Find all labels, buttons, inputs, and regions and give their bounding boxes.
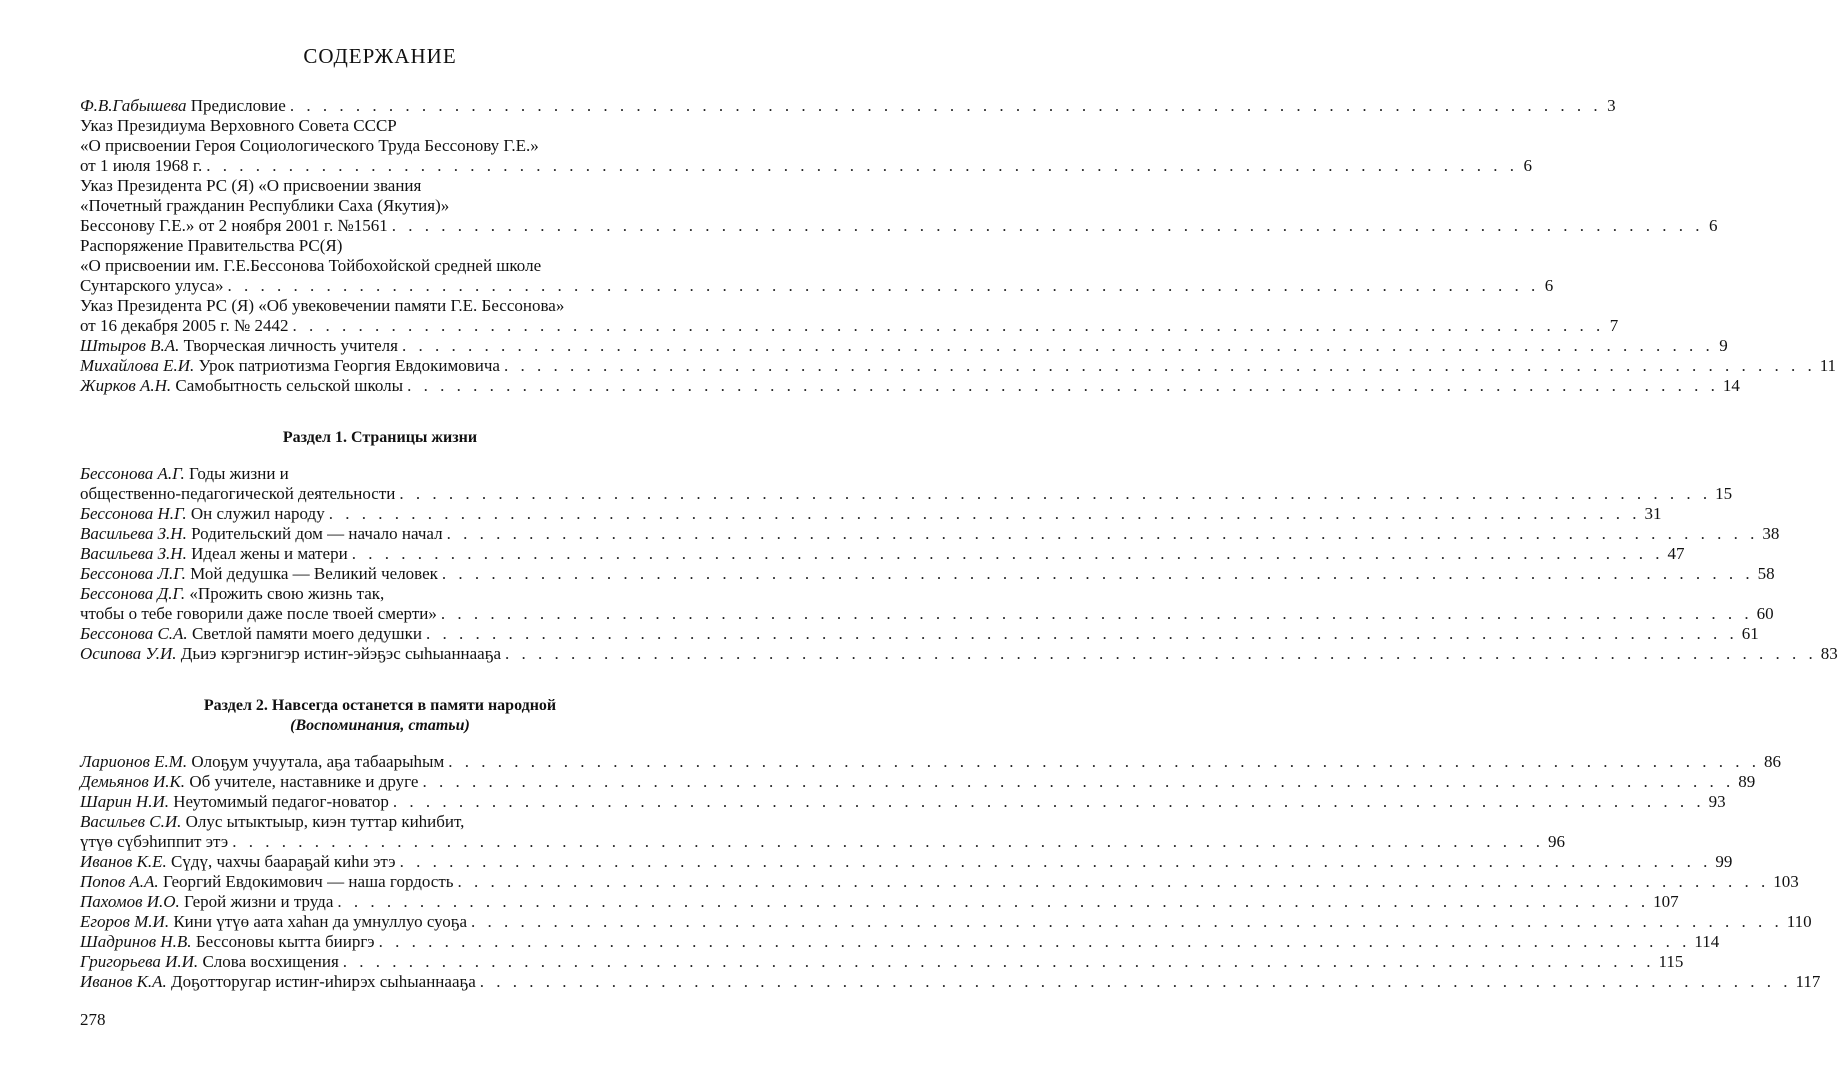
toc-entry-line xyxy=(80,912,1812,932)
toc-author: Бессонова Д.Г. xyxy=(80,584,186,603)
page-number: 278 xyxy=(80,1010,106,1029)
toc-title: Георгий Евдокимович — наша гордость xyxy=(158,872,454,891)
toc-page-number: 6 xyxy=(1708,216,1718,235)
toc-title: Творческая личность учителя xyxy=(179,336,398,355)
toc-entry-line xyxy=(80,196,728,216)
toc-title: Родительский дом — начало начал xyxy=(186,524,443,543)
dot-leader: . . . . . . . . . . . . . . . . . . . . . . . . . . . . . . . . . . . . . . . . . . . . . . . . . . . . . . . . . . . . . . . . . . . . . . . . . . . . . . . . xyxy=(503,356,1816,375)
toc-entry-text-wrap xyxy=(80,932,375,952)
toc-page-number: 6 xyxy=(1523,156,1532,175)
toc-title: Он служил народу xyxy=(186,504,325,523)
toc-entry-line xyxy=(80,752,1781,772)
toc-entry xyxy=(80,464,1733,504)
toc-entry-text-wrap xyxy=(80,504,325,524)
dot-leader: . . . . . . . . . . . . . . . . . . . . . . . . . . . . . . . . . . . . . . . . . . . . . . . . . . . . . . . . . . . . . . . . . . . . . . . . . . . . . . . . xyxy=(399,852,1712,871)
toc-page-number: 114 xyxy=(1694,932,1720,951)
toc-title: Олоҕум учуутала, аҕа табаарыһым xyxy=(187,752,445,771)
toc-entry xyxy=(80,952,1684,972)
dot-leader: . . . . . . . . . . . . . . . . . . . . . . . . . . . . . . . . . . . . . . . . . . . . . . . . . . . . . . . . . . . . . . . . . . . . . . . . . . . . . . . . xyxy=(422,772,1735,791)
toc-title: Предисловие xyxy=(186,96,286,115)
toc-entry-text-wrap xyxy=(80,772,418,792)
toc-entry-text-wrap xyxy=(80,852,396,872)
toc-author: Михайлова Е.И. xyxy=(80,356,195,375)
toc-author: Бессонова Н.Г. xyxy=(80,504,187,523)
toc-entry-text-wrap xyxy=(80,604,437,624)
toc-entry-text-wrap xyxy=(80,872,454,892)
toc-title: Об учителе, наставнике и друге xyxy=(185,772,419,791)
toc-entry-line xyxy=(80,852,1733,872)
toc-entry-text-wrap xyxy=(80,792,389,812)
toc-entry-text-wrap xyxy=(80,912,467,932)
dot-leader: . . . . . . . . . . . . . . . . . . . . . . . . . . . . . . . . . . . . . . . . . . . . . . . . . . . . . . . . . . . . . . . . . . . . . . . . . . . . . . . . xyxy=(407,376,1719,395)
toc-title: от 16 декабря 2005 г. № 2442 xyxy=(80,316,289,335)
toc-entry-text-wrap xyxy=(80,376,403,396)
toc-title: «О присвоении им. Г.Е.Бессонова Тойбохойской средней школе xyxy=(80,256,542,275)
toc-entry-text-wrap xyxy=(80,624,422,644)
toc-page-number: 15 xyxy=(1715,484,1733,503)
toc-entry-line xyxy=(80,772,1756,792)
dot-leader: . . . . . . . . . . . . . . . . . . . . . . . . . . . . . . . . . . . . . . . . . . . . . . . . . . . . . . . . . . . . . . . . . . . . . . . . . . . . . . . . xyxy=(505,644,1817,663)
toc-page-number: 38 xyxy=(1762,524,1780,543)
dot-leader: . . . . . . . . . . . . . . . . . . . . . . . . . . . . . . . . . . . . . . . . . . . . . . . . . . . . . . . . . . . . . . . . . . . . . . . . . . . . . . . . xyxy=(425,624,1738,643)
toc-page-number: 99 xyxy=(1715,852,1733,871)
toc-entry-line xyxy=(80,644,1838,664)
toc-entry xyxy=(80,236,1554,296)
toc-author: Бессонова С.А. xyxy=(80,624,188,643)
toc-entry xyxy=(80,356,1837,376)
toc-entry-text-wrap xyxy=(80,216,388,236)
toc-author: Васильева З.Н. xyxy=(80,544,187,563)
toc-entry-line xyxy=(80,376,1740,396)
toc-title: Герой жизни и труда xyxy=(179,892,334,911)
dot-leader: . . . . . . . . . . . . . . . . . . . . . . . . . . . . . . . . . . . . . . . . . . . . . . . . . . . . . . . . . . . . . . . . . . . . . . . . . . . . . . . . xyxy=(337,892,1650,911)
toc-entry-line xyxy=(80,236,728,256)
toc-title: Бессонову Г.Е.» от 2 ноября 2001 г. №1561 xyxy=(80,216,388,235)
toc-author: Васильева З.Н. xyxy=(80,524,187,543)
toc-entry-line xyxy=(80,972,1821,992)
toc-title: чтобы о тебе говорили даже после твоей смерти» xyxy=(80,604,437,623)
toc-page-number: 7 xyxy=(1609,316,1619,335)
toc-entry-line xyxy=(80,296,728,316)
toc-page-number: 9 xyxy=(1719,336,1728,355)
toc-title: Дьиэ кэргэнигэр истиҥ-эйэҕэс сыһыаннааҕа xyxy=(176,644,502,663)
toc-entry xyxy=(80,584,1774,624)
toc-title: Идеал жены и матери xyxy=(186,544,348,563)
toc-author: Демьянов И.К. xyxy=(80,772,186,791)
dot-leader: . . . . . . . . . . . . . . . . . . . . . . . . . . . . . . . . . . . . . . . . . . . . . . . . . . . . . . . . . . . . . . . . . . . . . . . . . . . . . . . . xyxy=(227,276,1540,295)
toc-title: Самобытность сельской школы xyxy=(171,376,404,395)
toc-entry-text-wrap xyxy=(80,952,339,972)
toc-entry-text-wrap xyxy=(80,832,228,852)
toc-page-number: 89 xyxy=(1738,772,1756,791)
toc-entry xyxy=(80,792,1726,812)
toc-entry xyxy=(80,544,1685,564)
toc-entry-text-wrap xyxy=(80,464,289,484)
dot-leader: . . . . . . . . . . . . . . . . . . . . . . . . . . . . . . . . . . . . . . . . . . . . . . . . . . . . . . . . . . . . . . . . . . . . . . . . . . . . . . . . xyxy=(232,832,1544,851)
toc-entry-text-wrap xyxy=(80,276,223,296)
toc-entry-line xyxy=(80,464,728,484)
toc-title: Сүдү, чахчы баараҕай киһи этэ xyxy=(166,852,396,871)
toc-title: Указ Президента РС (Я) «Об увековечении памяти Г.Е. Бессонова» xyxy=(80,296,565,315)
toc-entry-line xyxy=(80,564,1775,584)
dot-leader: . . . . . . . . . . . . . . . . . . . . . . . . . . . . . . . . . . . . . . . . . . . . . . . . . . . . . . . . . . . . . . . . . . . . . . . . . . . . . . . . xyxy=(378,932,1691,951)
toc-entry-line xyxy=(80,952,1684,972)
toc-title: «Почетный гражданин Республики Саха (Якутия)» xyxy=(80,196,450,215)
toc-title: «О присвоении Героя Социологического Труда Бессонову Г.Е.» xyxy=(80,136,539,155)
toc-entry-text-wrap xyxy=(80,972,476,992)
dot-leader: . . . . . . . . . . . . . . . . . . . . . . . . . . . . . . . . . . . . . . . . . . . . . . . . . . . . . . . . . . . . . . . . . . . . . . . . . . . . . . . . xyxy=(391,216,1704,235)
dot-leader: . . . . . . . . . . . . . . . . . . . . . . . . . . . . . . . . . . . . . . . . . . . . . . . . . . . . . . . . . . . . . . . . . . . . . . . . . . . . . . . . xyxy=(328,504,1641,523)
toc-page-number: 58 xyxy=(1757,564,1775,583)
toc-entry xyxy=(80,176,1718,236)
toc-title: Распоряжение Правительства РС(Я) xyxy=(80,236,343,255)
toc-section2-list xyxy=(80,752,1821,992)
toc-title: Годы жизни и xyxy=(184,464,289,483)
toc-entry-line xyxy=(80,892,1679,912)
toc-page-number: 103 xyxy=(1773,872,1799,891)
toc-entry-text-wrap xyxy=(80,752,444,772)
toc-author: Бессонова Л.Г. xyxy=(80,564,186,583)
toc-entry xyxy=(80,852,1733,872)
toc-author: Жирков А.Н. xyxy=(80,376,172,395)
toc-page-number: 11 xyxy=(1819,356,1837,375)
toc-entry-line xyxy=(80,792,1726,812)
toc-title: общественно-педагогической деятельности xyxy=(80,484,396,503)
toc-entry xyxy=(80,932,1720,952)
toc-entry-text-wrap xyxy=(80,544,348,564)
toc-title: Неутомимый педагог-новатор xyxy=(168,792,389,811)
toc-entry-text-wrap xyxy=(80,236,342,256)
dot-leader: . . . . . . . . . . . . . . . . . . . . . . . . . . . . . . . . . . . . . . . . . . . . . . . . . . . . . . . . . . . . . . . . . . . . . . . . . . . . . . . . xyxy=(457,872,1770,891)
toc-page-number: 14 xyxy=(1722,376,1740,395)
toc-entry xyxy=(80,912,1812,932)
toc-author: Васильев С.И. xyxy=(80,812,182,831)
toc-entry xyxy=(80,972,1821,992)
toc-entry xyxy=(80,872,1799,892)
toc-entry-line xyxy=(80,544,1685,564)
dot-leader: . . . . . . . . . . . . . . . . . . . . . . . . . . . . . . . . . . . . . . . . . . . . . . . . . . . . . . . . . . . . . . . . . . . . . . . . . . . . . . . . xyxy=(441,564,1754,583)
toc-title: Светлой памяти моего дедушки xyxy=(187,624,422,643)
toc-entry xyxy=(80,504,1662,524)
page-title: СОДЕРЖАНИЕ xyxy=(303,44,457,68)
toc-entry xyxy=(80,752,1781,772)
toc-page-number: 31 xyxy=(1644,504,1662,523)
toc-entry-line xyxy=(80,96,1616,116)
toc-entry-line xyxy=(80,336,1728,356)
toc-entry-text-wrap xyxy=(80,564,438,584)
dot-leader: . . . . . . . . . . . . . . . . . . . . . . . . . . . . . . . . . . . . . . . . . . . . . . . . . . . . . . . . . . . . . . . . . . . . . . . . . . . . . . . . xyxy=(446,524,1759,543)
toc-entry-text-wrap xyxy=(80,296,564,316)
toc-entry-line xyxy=(80,256,728,276)
toc-entry-text-wrap xyxy=(80,256,541,276)
section2-subheading: (Воспоминания, статьи) xyxy=(290,717,470,734)
toc-entry-text-wrap xyxy=(80,356,500,376)
toc-author: Егоров М.И. xyxy=(80,912,170,931)
toc-title: Слова восхищения xyxy=(198,952,339,971)
toc-page-number: 61 xyxy=(1741,624,1759,643)
toc-author: Пахомов И.О. xyxy=(80,892,180,911)
toc-title: «Прожить свою жизнь так, xyxy=(185,584,385,603)
toc-entry-text-wrap xyxy=(80,116,397,136)
toc-title: Доҕотторугар истиҥ-иһирэх сыһыаннааҕа xyxy=(166,972,476,991)
toc-entry-text-wrap xyxy=(80,96,286,116)
toc-entry-line xyxy=(80,176,728,196)
toc-entry-line xyxy=(80,604,1774,624)
toc-entry-text-wrap xyxy=(80,484,395,504)
toc-entry-text-wrap xyxy=(80,644,501,664)
section2-heading: Раздел 2. Навсегда останется в памяти народной xyxy=(203,697,557,714)
toc-entry-text-wrap xyxy=(80,812,464,832)
dot-leader: . . . . . . . . . . . . . . . . . . . . . . . . . . . . . . . . . . . . . . . . . . . . . . . . . . . . . . . . . . . . . . . . . . . . . . . . . . . . . . . . xyxy=(292,316,1605,335)
dot-leader: . . . . . . . . . . . . . . . . . . . . . . . . . . . . . . . . . . . . . . . . . . . . . . . . . . . . . . . . . . . . . . . . . . . . . . . . . . . . . . . . xyxy=(448,752,1760,771)
toc-entry-line xyxy=(80,484,1733,504)
toc-entry-text-wrap xyxy=(80,136,539,156)
toc-entry-line xyxy=(80,524,1780,544)
toc-entry xyxy=(80,96,1616,116)
toc-author: Попов А.А. xyxy=(80,872,159,891)
toc-author: Шарин Н.И. xyxy=(80,792,169,811)
toc-entry-line xyxy=(80,156,1532,176)
toc-title: Сунтарского улуса» xyxy=(80,276,224,295)
toc-entry-line xyxy=(80,624,1759,644)
toc-author: Иванов К.Е. xyxy=(80,852,167,871)
toc-entry xyxy=(80,376,1740,396)
toc-entry-text-wrap xyxy=(80,524,443,544)
toc-page-number: 115 xyxy=(1658,952,1684,971)
toc-entry-text-wrap xyxy=(80,196,449,216)
toc-entry-line xyxy=(80,832,1565,852)
toc-author: Шадринов Н.В. xyxy=(80,932,192,951)
toc-entry xyxy=(80,812,1565,852)
toc-entry-text-wrap xyxy=(80,584,384,604)
toc-page-number: 96 xyxy=(1547,832,1565,851)
dot-leader: . . . . . . . . . . . . . . . . . . . . . . . . . . . . . . . . . . . . . . . . . . . . . . . . . . . . . . . . . . . . . . . . . . . . . . . . . . . . . . . . xyxy=(206,156,1518,175)
toc-page-number: 60 xyxy=(1756,604,1774,623)
dot-leader: . . . . . . . . . . . . . . . . . . . . . . . . . . . . . . . . . . . . . . . . . . . . . . . . . . . . . . . . . . . . . . . . . . . . . . . . . . . . . . . . xyxy=(471,912,1783,931)
dot-leader: . . . . . . . . . . . . . . . . . . . . . . . . . . . . . . . . . . . . . . . . . . . . . . . . . . . . . . . . . . . . . . . . . . . . . . . . . . . . . . . . xyxy=(440,604,1753,623)
toc-entry-line xyxy=(80,316,1619,336)
toc-entry-line xyxy=(80,216,1718,236)
dot-leader: . . . . . . . . . . . . . . . . . . . . . . . . . . . . . . . . . . . . . . . . . . . . . . . . . . . . . . . . . . . . . . . . . . . . . . . . . . . . . . . . xyxy=(351,544,1664,563)
toc-page-number: 110 xyxy=(1786,912,1812,931)
toc-author: Иванов К.А. xyxy=(80,972,167,991)
toc-author: Осипова У.И. xyxy=(80,644,177,663)
toc-entry xyxy=(80,296,1619,336)
toc-title: Мой дедушка — Великий человек xyxy=(185,564,438,583)
toc-entry-line xyxy=(80,136,728,156)
dot-leader: . . . . . . . . . . . . . . . . . . . . . . . . . . . . . . . . . . . . . . . . . . . . . . . . . . . . . . . . . . . . . . . . . . . . . . . . . . . . . . . . xyxy=(399,484,1712,503)
toc-author: Бессонова А.Г. xyxy=(80,464,185,483)
toc-entry-line xyxy=(80,932,1720,952)
toc-entry-text-wrap xyxy=(80,156,202,176)
dot-leader: . . . . . . . . . . . . . . . . . . . . . . . . . . . . . . . . . . . . . . . . . . . . . . . . . . . . . . . . . . . . . . . . . . . . . . . . . . . . . . . . xyxy=(342,952,1655,971)
toc-author: Григорьева И.И. xyxy=(80,952,199,971)
toc-page-number: 6 xyxy=(1544,276,1554,295)
toc-entry xyxy=(80,624,1759,644)
toc-page-number: 107 xyxy=(1653,892,1679,911)
toc-entry-line xyxy=(80,356,1837,376)
toc-entry xyxy=(80,116,1532,176)
toc-title: Олус ытыктыыр, киэн туттар киһибит, xyxy=(181,812,465,831)
toc-author: Ф.В.Габышева xyxy=(80,96,187,115)
toc-entry xyxy=(80,772,1756,792)
toc-page-number: 93 xyxy=(1708,792,1726,811)
toc-title: Урок патриотизма Георгия Евдокимовича xyxy=(194,356,500,375)
toc-section1-list xyxy=(80,464,1838,664)
toc-entry-line xyxy=(80,584,728,604)
toc-page-number: 117 xyxy=(1795,972,1821,991)
toc-entry-line xyxy=(80,812,728,832)
dot-leader: . . . . . . . . . . . . . . . . . . . . . . . . . . . . . . . . . . . . . . . . . . . . . . . . . . . . . . . . . . . . . . . . . . . . . . . . . . . . . . . . xyxy=(479,972,1792,991)
toc-title: үтүө сүбэһиппит этэ xyxy=(80,832,229,851)
toc-author: Штыров В.А. xyxy=(80,336,180,355)
toc-entry-text-wrap xyxy=(80,892,333,912)
toc-intro-list xyxy=(80,96,1837,396)
toc-entry xyxy=(80,336,1728,356)
toc-page-number: 86 xyxy=(1763,752,1781,771)
toc-entry-text-wrap xyxy=(80,336,398,356)
toc-entry xyxy=(80,892,1679,912)
dot-leader: . . . . . . . . . . . . . . . . . . . . . . . . . . . . . . . . . . . . . . . . . . . . . . . . . . . . . . . . . . . . . . . . . . . . . . . . . . . . . . . . xyxy=(289,96,1602,115)
toc-title: Кини үтүө аата хаһан да умнуллуо суоҕа xyxy=(169,912,468,931)
toc-entry-line xyxy=(80,116,728,136)
toc-entry xyxy=(80,524,1780,544)
toc-entry xyxy=(80,564,1775,584)
toc-title: Бессоновы кытта бииргэ xyxy=(191,932,375,951)
toc-page-number: 83 xyxy=(1820,644,1838,663)
toc-entry-line xyxy=(80,504,1662,524)
toc-entry-text-wrap xyxy=(80,176,421,196)
toc-page-number: 47 xyxy=(1667,544,1685,563)
dot-leader: . . . . . . . . . . . . . . . . . . . . . . . . . . . . . . . . . . . . . . . . . . . . . . . . . . . . . . . . . . . . . . . . . . . . . . . . . . . . . . . . xyxy=(401,336,1714,355)
toc-title: Указ Президиума Верховного Совета СССР xyxy=(80,116,397,135)
toc-entry-line xyxy=(80,872,1799,892)
dot-leader: . . . . . . . . . . . . . . . . . . . . . . . . . . . . . . . . . . . . . . . . . . . . . . . . . . . . . . . . . . . . . . . . . . . . . . . . . . . . . . . . xyxy=(392,792,1705,811)
toc-entry xyxy=(80,644,1838,664)
toc-entry-text-wrap xyxy=(80,316,288,336)
toc-title: Указ Президента РС (Я) «О присвоении звания xyxy=(80,176,422,195)
toc-entry-line xyxy=(80,276,1554,296)
toc-page-number: 3 xyxy=(1607,96,1616,115)
toc-author: Ларионов Е.М. xyxy=(80,752,188,771)
section1-heading: Раздел 1. Страницы жизни xyxy=(282,429,478,446)
toc-title: от 1 июля 1968 г. xyxy=(80,156,203,175)
